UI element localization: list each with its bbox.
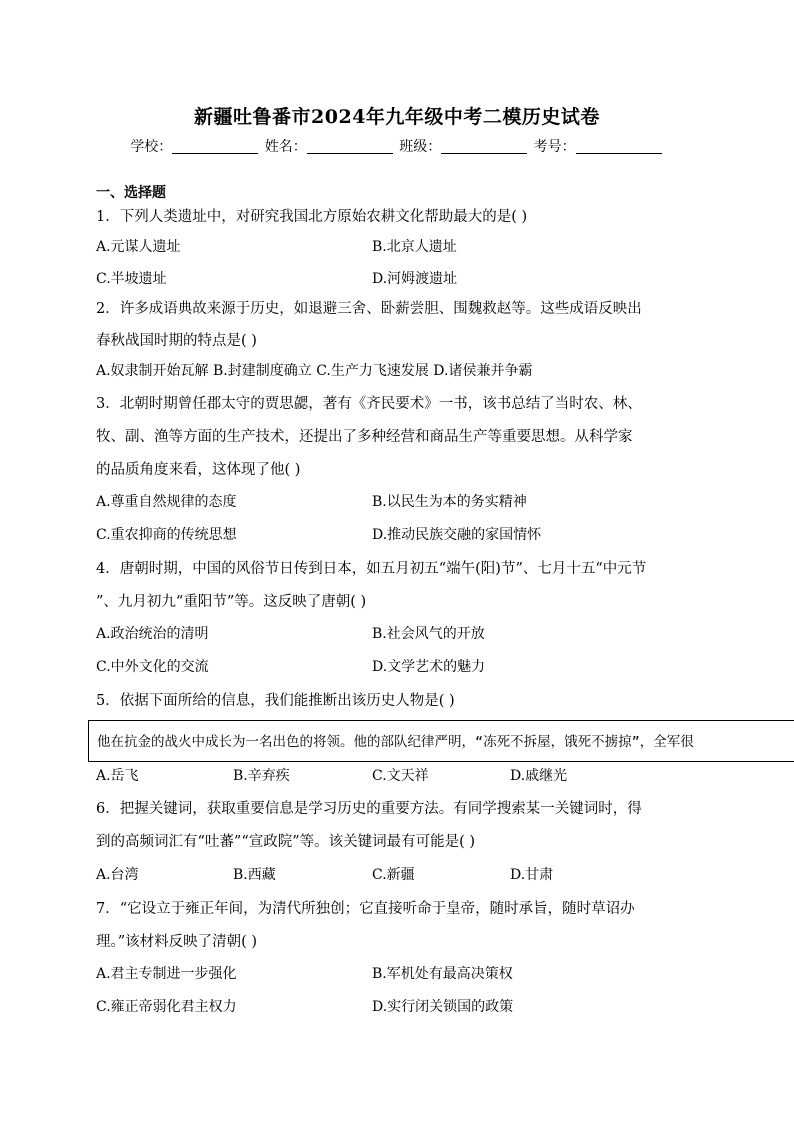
class-label: 班级： [399,139,442,155]
section-heading: 一、选择题 [96,185,166,201]
q6-stem-line1: 6．把握关键词，获取重要信息是学习历史的重要方法。有同学搜索某一关键词时，得 [96,801,642,817]
school-blank[interactable] [172,139,258,154]
q5-option-a: A.岳飞 [96,768,139,784]
q4-stem-line1: 4．唐朝时期，中国的风俗节日传到日本，如五月初五“端午(阳)节”、七月十五“中元节 [96,561,647,577]
name-blank[interactable] [307,139,393,154]
q3-stem-line3: 的品质角度来看，这体现了他( ) [96,462,301,478]
q2-stem-line1: 2．许多成语典故来源于历史，如退避三舍、卧薪尝胆、围魏救赵等。这些成语反映出 [96,301,642,317]
q1-option-d: D.河姆渡遗址 [372,271,458,287]
q5-material-text: 他在抗金的战火中成长为一名出色的将领。他的部队纪律严明，“冻死不拆屋，饿死不掳掠”，全军很 [97,734,694,750]
q5-option-d: D.戚继光 [510,768,568,784]
q7-option-b: B.军机处有最高决策权 [372,966,513,982]
q6-option-c: C.新疆 [372,867,415,883]
q1-option-b: B.北京人遗址 [372,239,457,255]
q6-option-b: B.西藏 [233,867,276,883]
q3-stem-line2: 牧、副、渔等方面的生产技术，还提出了多种经营和商品生产等重要思想。从科学家 [96,429,633,445]
student-info-line [0,136,794,156]
q3-option-b: B.以民生为本的务实精神 [372,494,527,510]
q2-stem-line2: 春秋战国时期的特点是( ) [96,333,257,349]
q6-stem-line2: 到的高频词汇有“吐蕃”“宣政院”等。该关键词最有可能是( ) [96,834,476,850]
q2-options: A.奴隶制开始瓦解 B.封建制度确立 C.生产力飞速发展 D.诸侯兼并争霸 [96,363,533,379]
q7-option-d: D.实行闭关锁国的政策 [372,999,514,1015]
q7-stem-line1: 7．“它设立于雍正年间，为清代所独创；它直接听命于皇帝，随时承旨，随时草诏办 [96,901,635,917]
q3-stem-line1: 3．北朝时期曾任郡太守的贾思勰，著有《齐民要术》一书，该书总结了当时农、林、 [96,396,642,412]
exam-number-blank[interactable] [576,139,662,154]
q4-option-a: A.政治统治的清明 [96,626,209,642]
q3-option-a: A.尊重自然规律的态度 [96,494,237,510]
school-label: 学校： [130,139,173,155]
exam-number-label: 考号： [533,139,576,155]
class-blank[interactable] [441,139,527,154]
q1-stem: 1．下列人类遗址中，对研究我国北方原始农耕文化帮助最大的是( ) [96,209,528,225]
q6-option-a: A.台湾 [96,867,139,883]
q4-option-b: B.社会风气的开放 [372,626,485,642]
q7-stem-line2: 理。”该材料反映了清朝( ) [96,934,258,950]
q4-stem-line2: ”、九月初九“重阳节”等。这反映了唐朝( ) [96,594,367,610]
q5-option-b: B.辛弃疾 [233,768,290,784]
q1-option-a: A.元谋人遗址 [96,239,181,255]
q5-option-c: C.文天祥 [372,768,429,784]
q5-stem: 5．依据下面所给的信息，我们能推断出该历史人物是( ) [96,693,455,709]
exam-title: 新疆吐鲁番市2024年九年级中考二模历史试卷 [194,106,600,128]
q6-option-d: D.甘肃 [510,867,554,883]
q3-option-d: D.推动民族交融的家国情怀 [372,527,542,543]
name-label: 姓名： [264,139,307,155]
q3-option-c: C.重农抑商的传统思想 [96,527,237,543]
q4-option-c: C.中外文化的交流 [96,659,209,675]
q1-option-c: C.半坡遗址 [96,271,167,287]
q7-option-c: C.雍正帝弱化君主权力 [96,999,237,1015]
q5-material-box [88,720,794,762]
q7-option-a: A.君主专制进一步强化 [96,966,237,982]
q4-option-d: D.文学艺术的魅力 [372,659,486,675]
